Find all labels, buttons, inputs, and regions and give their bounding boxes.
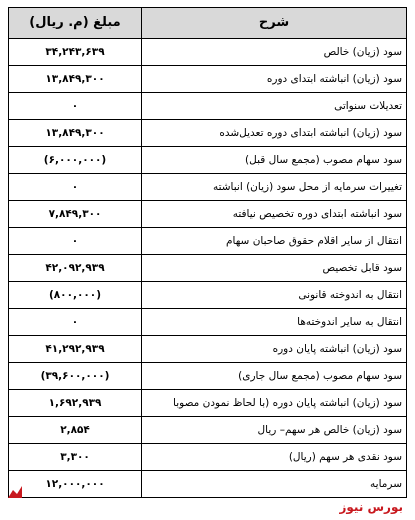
row-amount: ۴۲,۰۹۲,۹۳۹ (9, 255, 142, 282)
row-description: سرمایه (142, 471, 407, 498)
row-amount: ۱۲,۰۰۰,۰۰۰ (9, 471, 142, 498)
row-description: سود (زیان) خالص (142, 39, 407, 66)
row-amount: (۸۰۰,۰۰۰) (9, 282, 142, 309)
table-row (9, 255, 407, 282)
row-description: سود (زیان) انباشته پایان دوره (142, 336, 407, 363)
row-description: انتقال به اندوخته قانونی (142, 282, 407, 309)
row-amount: ۰ (9, 228, 142, 255)
row-description: تعدیلات سنواتی (142, 93, 407, 120)
row-description: تغییرات سرمایه از محل سود (زیان) انباشته (142, 174, 407, 201)
row-amount: ۱,۶۹۲,۹۳۹ (9, 390, 142, 417)
row-description: سود (زیان) خالص هر سهم– ریال (142, 417, 407, 444)
row-description: سود (زیان) انباشته ابتدای دوره (142, 66, 407, 93)
profit-distribution-table (8, 7, 407, 498)
table-row (9, 174, 407, 201)
boursenews-logo-icon (8, 486, 22, 498)
header-amount: مبلغ (م. ریال) (9, 8, 142, 39)
row-amount: (۳۹,۶۰۰,۰۰۰) (9, 363, 142, 390)
row-description: سود قابل تخصیص (142, 255, 407, 282)
table-body (9, 39, 407, 498)
table-row (9, 147, 407, 174)
row-amount: ۰ (9, 174, 142, 201)
row-amount: ۳,۳۰۰ (9, 444, 142, 471)
row-amount: ۷,۸۴۹,۳۰۰ (9, 201, 142, 228)
row-amount: (۶,۰۰۰,۰۰۰) (9, 147, 142, 174)
row-description: سود سهام مصوب (مجمع سال قبل) (142, 147, 407, 174)
table-row (9, 390, 407, 417)
row-description: سود نقدی هر سهم (ریال) (142, 444, 407, 471)
row-description: انتقال از سایر اقلام حقوق صاحبان سهام (142, 228, 407, 255)
table-header-row (9, 8, 407, 39)
table-row (9, 39, 407, 66)
table-row (9, 363, 407, 390)
table-row (9, 201, 407, 228)
row-amount: ۴۱,۲۹۲,۹۳۹ (9, 336, 142, 363)
row-amount: ۳۴,۲۴۳,۶۳۹ (9, 39, 142, 66)
table-row (9, 417, 407, 444)
table-row (9, 309, 407, 336)
row-description: سود انباشته ابتدای دوره تخصیص نیافته (142, 201, 407, 228)
row-amount: ۲,۸۵۴ (9, 417, 142, 444)
row-description: سود (زیان) انباشته پایان دوره (با لحاظ نمودن مصوبا (142, 390, 407, 417)
table-row (9, 336, 407, 363)
row-amount: ۰ (9, 93, 142, 120)
table-row (9, 444, 407, 471)
row-amount: ۱۳,۸۴۹,۳۰۰ (9, 66, 142, 93)
header-description: شرح (142, 8, 407, 39)
row-amount: ۱۳,۸۴۹,۳۰۰ (9, 120, 142, 147)
table-row (9, 120, 407, 147)
table-row (9, 228, 407, 255)
row-description: انتقال به سایر اندوخته‌ها (142, 309, 407, 336)
row-description: سود سهام مصوب (مجمع سال جاری) (142, 363, 407, 390)
row-description: سود (زیان) انباشته ابتدای دوره تعدیل‌شده (142, 120, 407, 147)
table-row (9, 93, 407, 120)
table-row (9, 282, 407, 309)
watermark-text: بورس نیوز (339, 500, 403, 514)
financial-table-container (8, 7, 406, 498)
row-amount: ۰ (9, 309, 142, 336)
table-row (9, 66, 407, 93)
table-row (9, 471, 407, 498)
